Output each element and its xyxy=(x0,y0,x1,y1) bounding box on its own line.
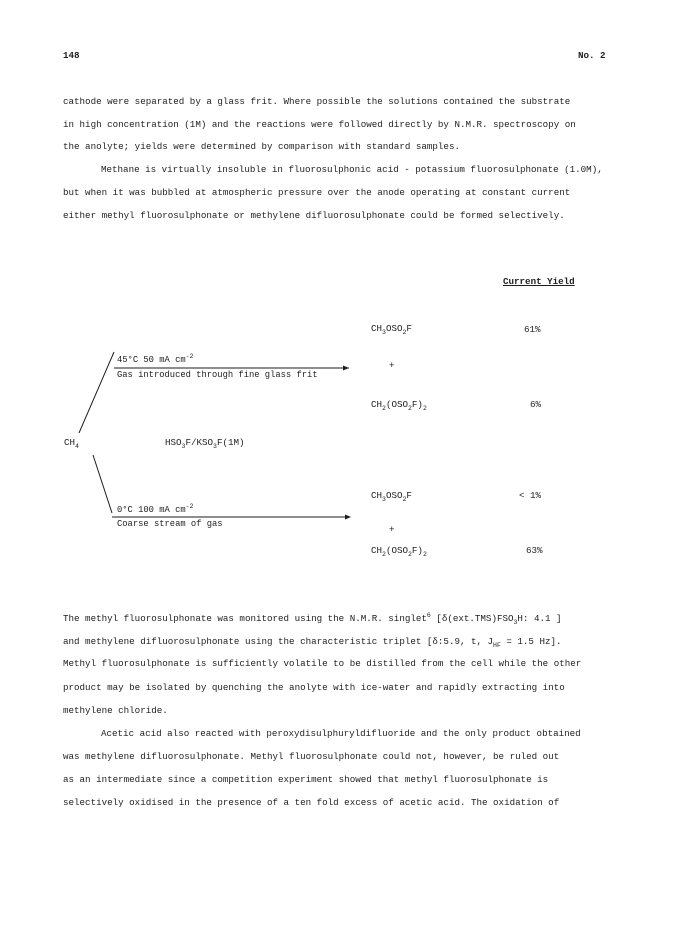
upper-condition-exponent: -2 xyxy=(185,353,194,361)
lower-product-1: $CH_3OSO_2F$ xyxy=(371,490,412,503)
para4-line-2: was methylene difluorosulphonate. Methyl fluorosulphonate could not, however, be ruled out xyxy=(63,751,560,762)
reaction-medium: $HSO_3F/KSO_3F(1M)$ xyxy=(165,437,245,450)
nmr-line-3: Methyl fluorosulphonate is sufficiently volatile to be distilled from the cell while the other xyxy=(63,658,582,669)
upper-condition xyxy=(117,354,193,366)
upper-condition-note: Gas introduced through fine glass frit xyxy=(117,370,318,380)
lower-condition-exponent: -2 xyxy=(185,503,194,511)
nmr-line-5: methylene chloride. xyxy=(63,705,168,716)
page-number: 148 xyxy=(63,50,80,61)
para4-line-3: as an intermediate since a competition experiment showed that methyl fluorosulphonate is xyxy=(63,774,549,785)
lower-condition-text: 0°C 100 mA cm xyxy=(117,505,186,515)
upper-product-1-yield: 61% xyxy=(524,324,541,335)
lower-plus: + xyxy=(389,524,395,535)
intro-line-2: in high concentration (1M) and the reactions were followed directly by N.M.R. spectroscopy on xyxy=(63,119,576,130)
lower-branch-line xyxy=(93,455,112,513)
lower-condition xyxy=(117,504,193,516)
upper-arrowhead xyxy=(343,366,349,371)
nmr-line-1: The methyl fluorosulphonate was monitored using the N.M.R. singlet$^6$ [$\delta(ext.TMS)FSO_3H$: 4.1 ] xyxy=(63,611,562,626)
upper-branch-line xyxy=(79,352,114,433)
reactant-methane: $CH_4$ xyxy=(64,437,79,450)
para2-line-1: Methane is virtually insoluble in fluorosulphonic acid - potassium fluorosulphonate (1.0M), xyxy=(101,164,603,175)
lower-product-1-yield: < 1% xyxy=(519,490,542,501)
upper-product-1: $CH_3OSO_2F$ xyxy=(371,323,412,336)
lower-product-2: $CH_2(OSO_2F)_2$ xyxy=(371,545,427,558)
lower-product-2-yield: 63% xyxy=(526,545,543,556)
para4-line-1: Acetic acid also reacted with peroxydisulphuryldifluoride and the only product obtained xyxy=(101,728,581,739)
para4-line-4: selectively oxidised in the presence of a ten fold excess of acetic acid. The oxidation of xyxy=(63,797,560,808)
intro-line-1: cathode were separated by a glass frit. Where possible the solutions contained the substrate xyxy=(63,96,571,107)
lower-condition-note: Coarse stream of gas xyxy=(117,519,223,529)
upper-product-2: $CH_2(OSO_2F)_2$ xyxy=(371,399,427,412)
intro-line-3: the anolyte; yields were determined by comparison with standard samples. xyxy=(63,141,460,152)
yield-header: Current Yield xyxy=(503,276,575,287)
nmr-line-2: and methylene difluorosulphonate using the characteristic triplet [δ:5.9, t, $J_{HF} = 1.5$ Hz]. xyxy=(63,636,562,649)
upper-condition-text: 45°C 50 mA cm xyxy=(117,355,186,365)
lower-arrowhead xyxy=(345,515,351,520)
para2-line-3: either methyl fluorosulphonate or methylene difluorosulphonate could be formed selectively. xyxy=(63,210,565,221)
nmr-line-4: product may be isolated by quenching the anolyte with ice-water and rapidly extracting into xyxy=(63,682,565,693)
para2-line-2: but when it was bubbled at atmospheric pressure over the anode operating at constant current xyxy=(63,187,571,198)
upper-product-2-yield: 6% xyxy=(530,399,542,410)
issue-number: No. 2 xyxy=(578,50,606,61)
upper-plus: + xyxy=(389,360,395,371)
